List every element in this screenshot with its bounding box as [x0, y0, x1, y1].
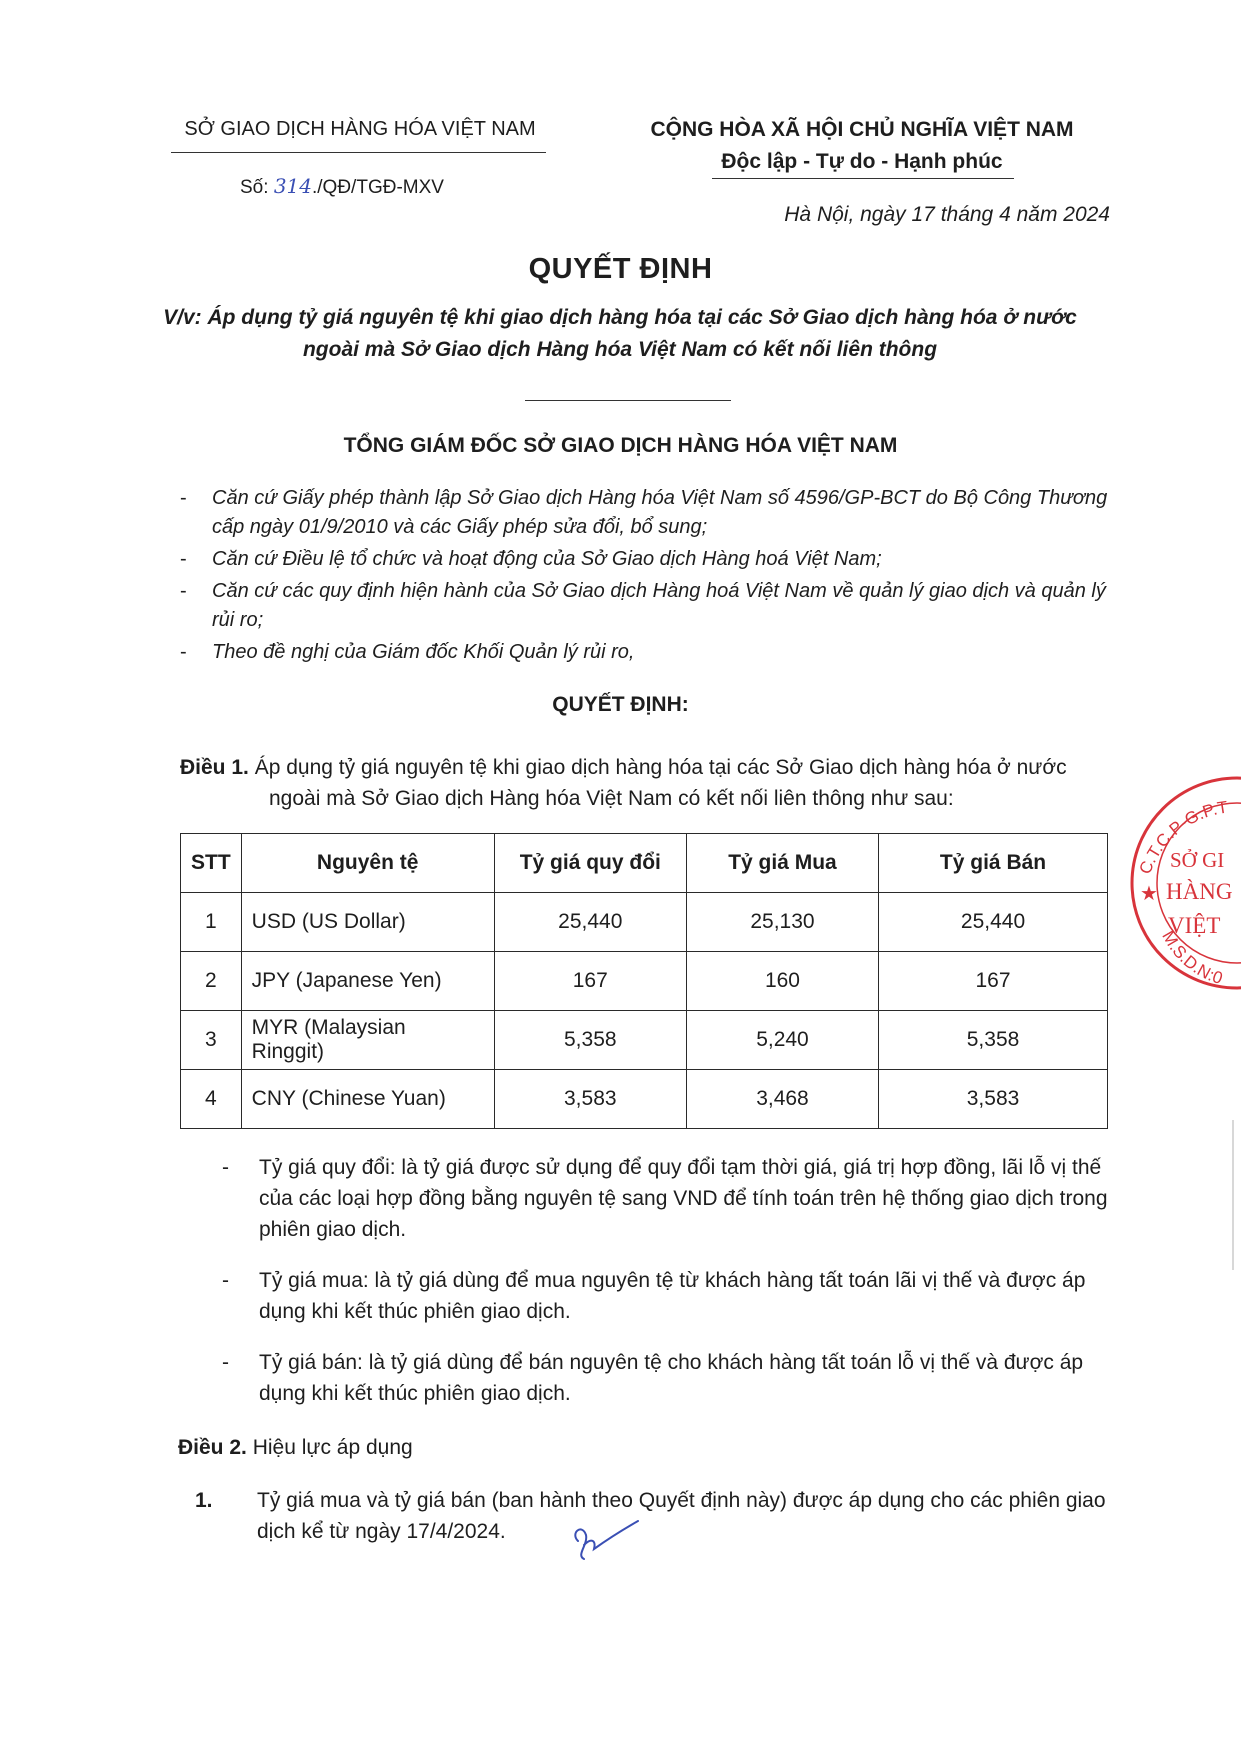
table-row [181, 1011, 1108, 1070]
article-1-text: Áp dụng tỷ giá nguyên tệ khi giao dịch hàng hóa tại các Sở Giao dịch hàng hóa ở nước ngoài mà Sở Giao dịch Hàng hóa Việt Nam có kết nối liên thông như sau: [254, 756, 1067, 810]
definition-item: - Tỷ giá quy đổi: là tỷ giá được sử dụng để quy đổi tạm thời giá, giá trị hợp đồng, lãi lỗ vị thế của các loại hợp đồng bằng nguyên tệ sang VND để tính toán trên hệ thống giao dịch trong phiên giao dịch. [222, 1152, 1112, 1245]
cell-buy-rate: 3,468 [686, 1070, 878, 1129]
initial-signature [568, 1515, 640, 1560]
table-header-row [181, 834, 1108, 893]
seal-line-3: VIỆT [1168, 913, 1221, 938]
article-1-label: Điều 1. [180, 756, 249, 779]
article-2-text: Hiệu lực áp dụng [252, 1436, 413, 1459]
cell-stt: 2 [181, 952, 242, 1011]
seal-star-icon: ★ [1140, 883, 1158, 905]
cell-stt: 1 [181, 893, 242, 952]
seal-line-1: SỞ GI [1170, 848, 1225, 872]
column-header-sell-rate: Tỷ giá Bán [879, 834, 1108, 893]
cell-stt: 3 [181, 1011, 242, 1070]
table-row [181, 893, 1108, 952]
article-2-label: Điều 2. [178, 1436, 247, 1459]
column-header-conversion-rate: Tỷ giá quy đổi [494, 834, 686, 893]
item-text: Tỷ giá mua và tỷ giá bán (ban hành theo Quyết định này) được áp dụng cho các phiên giao dịch kể từ ngày 17/4/2024. [257, 1489, 1106, 1543]
cell-conversion-rate: 167 [494, 952, 686, 1011]
table-row [181, 1070, 1108, 1129]
document-number-handwritten: 314 [273, 174, 312, 198]
rate-definitions-list [222, 1152, 1112, 1429]
cell-buy-rate: 160 [686, 952, 878, 1011]
seal-line-2: HÀNG [1166, 879, 1233, 904]
article-2 [178, 1436, 413, 1460]
scan-edge-mark [1232, 1120, 1234, 1270]
column-header-stt: STT [181, 834, 242, 893]
column-header-currency: Nguyên tệ [241, 834, 494, 893]
article-2-item-1 [195, 1485, 1115, 1547]
legal-basis-item: - Căn cứ Điều lệ tổ chức và hoạt động của Sở Giao dịch Hàng hoá Việt Nam; [180, 545, 1110, 574]
cell-buy-rate: 25,130 [686, 893, 878, 952]
cell-sell-rate: 3,583 [879, 1070, 1108, 1129]
issuing-organization: SỞ GIAO DỊCH HÀNG HÓA VIỆT NAM [184, 118, 536, 140]
article-1-paragraph [180, 752, 1100, 814]
cell-conversion-rate: 5,358 [494, 1011, 686, 1070]
cell-currency: MYR (Malaysian Ringgit) [241, 1011, 494, 1070]
cell-sell-rate: 5,358 [879, 1011, 1108, 1070]
legal-bases-list [180, 484, 1110, 670]
cell-sell-rate: 25,440 [879, 893, 1108, 952]
national-motto: Độc lập - Tự do - Hạnh phúc [721, 150, 1003, 173]
legal-basis-item: - Căn cứ các quy định hiện hành của Sở Giao dịch Hàng hoá Việt Nam về quản lý giao dịch và quản lý rủi ro; [180, 577, 1110, 635]
cell-conversion-rate: 25,440 [494, 893, 686, 952]
cell-stt: 4 [181, 1070, 242, 1129]
cell-currency: JPY (Japanese Yen) [241, 952, 494, 1011]
legal-basis-item: - Theo đề nghị của Giám đốc Khối Quản lý rủi ro, [180, 638, 1110, 667]
cell-currency: USD (US Dollar) [241, 893, 494, 952]
definition-item: - Tỷ giá bán: là tỷ giá dùng để bán nguyên tệ cho khách hàng tất toán lỗ vị thế và được áp dụng khi kết thúc phiên giao dịch. [222, 1347, 1112, 1409]
organization-underline [171, 152, 546, 153]
seal-ring-text: C.T.C.P-G.P.T [1135, 797, 1229, 877]
item-number: 1. [195, 1489, 213, 1512]
seal-bottom-text: M.S.D.N:0 [1158, 927, 1225, 989]
decides-heading: QUYẾT ĐỊNH: [552, 693, 689, 716]
cell-currency: CNY (Chinese Yuan) [241, 1070, 494, 1129]
separator-line [525, 400, 731, 401]
authority-heading: TỔNG GIÁM ĐỐC SỞ GIAO DỊCH HÀNG HÓA VIỆT NAM [343, 434, 898, 457]
article-1 [180, 752, 1100, 814]
document-title: QUYẾT ĐỊNH [528, 253, 713, 285]
cell-buy-rate: 5,240 [686, 1011, 878, 1070]
document-number-prefix: Số: [240, 177, 274, 198]
document-number [240, 174, 444, 199]
motto-underline [712, 178, 1014, 179]
column-header-buy-rate: Tỷ giá Mua [686, 834, 878, 893]
document-number-suffix: ./QĐ/TGĐ-MXV [312, 177, 444, 198]
exchange-rate-table [180, 833, 1108, 1129]
place-and-date: Hà Nội, ngày 17 tháng 4 năm 2024 [784, 203, 1110, 226]
cell-sell-rate: 167 [879, 952, 1108, 1011]
legal-basis-item: - Căn cứ Giấy phép thành lập Sở Giao dịch Hàng hóa Việt Nam số 4596/GP-BCT do Bộ Công Thương cấp ngày 01/9/2010 và các Giấy phép sửa đổi, bổ sung; [180, 484, 1110, 542]
official-seal [1122, 765, 1241, 1000]
cell-conversion-rate: 3,583 [494, 1070, 686, 1129]
definition-item: - Tỷ giá mua: là tỷ giá dùng để mua nguyên tệ từ khách hàng tất toán lãi vị thế và được áp dụng khi kết thúc phiên giao dịch. [222, 1265, 1112, 1327]
document-subject: V/v: Áp dụng tỷ giá nguyên tệ khi giao dịch hàng hóa tại các Sở Giao dịch hàng hóa ở nước ngoài mà Sở Giao dịch Hàng hóa Việt Nam có kết nối liên thông [163, 306, 1077, 361]
table-row [181, 952, 1108, 1011]
country-name: CỘNG HÒA XÃ HỘI CHỦ NGHĨA VIỆT NAM [650, 118, 1074, 141]
